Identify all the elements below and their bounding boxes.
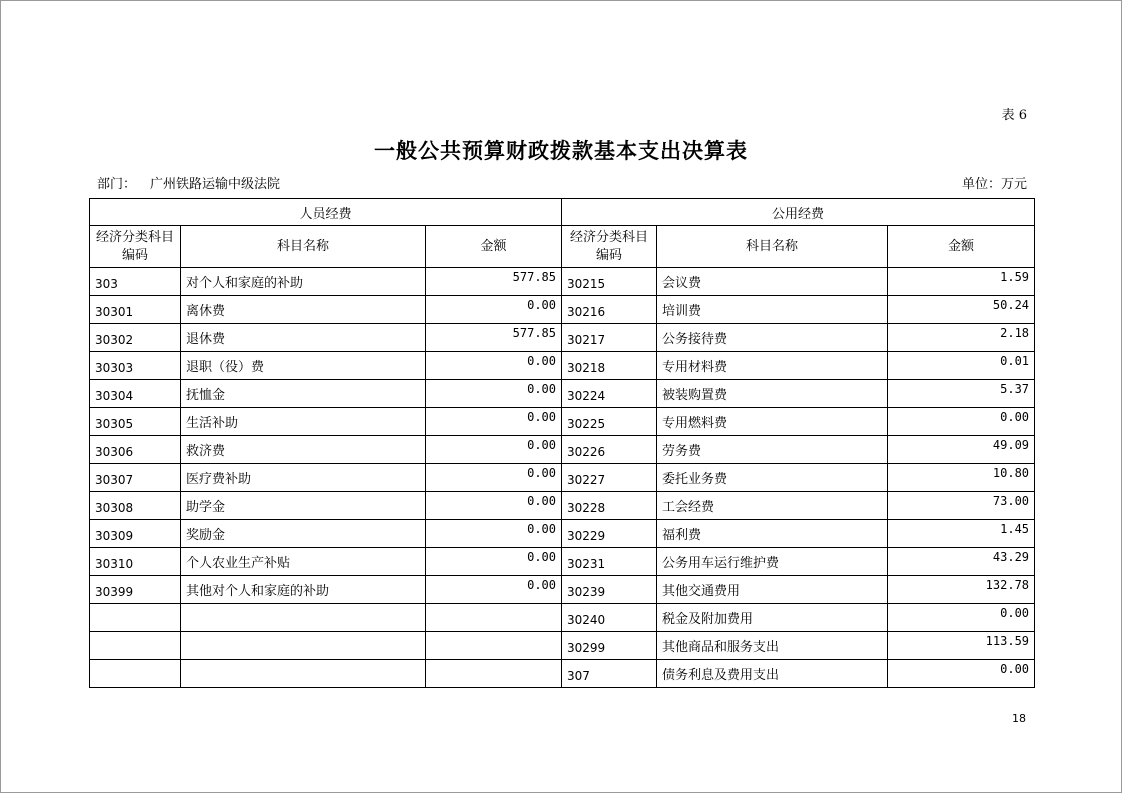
- table-row: [90, 324, 1035, 352]
- right-code-cell: 30231: [562, 548, 657, 576]
- left-amount-cell: 0.00: [426, 380, 562, 408]
- left-name-cell: 生活补助: [181, 408, 426, 436]
- right-name-cell: 被装购置费: [657, 380, 888, 408]
- right-name-cell: 专用燃料费: [657, 408, 888, 436]
- right-amount-cell: 0.01: [888, 352, 1035, 380]
- col-header-amount-left: 金额: [426, 226, 562, 268]
- left-amount-cell: 0.00: [426, 548, 562, 576]
- left-amount-cell: 0.00: [426, 296, 562, 324]
- left-amount-cell: 577.85: [426, 324, 562, 352]
- right-amount-cell: 2.18: [888, 324, 1035, 352]
- right-amount-cell: 132.78: [888, 576, 1035, 604]
- left-name-cell: 奖励金: [181, 520, 426, 548]
- table-row: [90, 548, 1035, 576]
- page-title: 一般公共预算财政拨款基本支出决算表: [374, 138, 748, 163]
- right-amount-cell: 0.00: [888, 660, 1035, 688]
- table-number: 表 6: [1001, 108, 1027, 123]
- left-name-cell: [181, 660, 426, 688]
- left-name-cell: 其他对个人和家庭的补助: [181, 576, 426, 604]
- right-amount-cell: 10.80: [888, 464, 1035, 492]
- right-amount-cell: 43.29: [888, 548, 1035, 576]
- left-amount-cell: 0.00: [426, 352, 562, 380]
- left-name-cell: 退休费: [181, 324, 426, 352]
- right-name-cell: 债务利息及费用支出: [657, 660, 888, 688]
- left-code-cell: 30302: [90, 324, 181, 352]
- left-amount-cell: 0.00: [426, 436, 562, 464]
- right-code-cell: 30239: [562, 576, 657, 604]
- table-row: [90, 520, 1035, 548]
- left-code-cell: 30303: [90, 352, 181, 380]
- col-header-name-left: 科目名称: [181, 226, 426, 268]
- budget-table: [89, 198, 1035, 688]
- table-row: [90, 464, 1035, 492]
- right-code-cell: 30225: [562, 408, 657, 436]
- right-name-cell: 其他交通费用: [657, 576, 888, 604]
- right-amount-cell: 113.59: [888, 632, 1035, 660]
- table-row: [90, 492, 1035, 520]
- left-amount-cell: 0.00: [426, 520, 562, 548]
- left-code-cell: 30304: [90, 380, 181, 408]
- right-amount-cell: 0.00: [888, 604, 1035, 632]
- table-row: [90, 296, 1035, 324]
- table-row: [90, 632, 1035, 660]
- table-row: [90, 268, 1035, 296]
- group-header-row: [90, 199, 1035, 226]
- right-code-cell: 30215: [562, 268, 657, 296]
- table-row: [90, 576, 1035, 604]
- left-amount-cell: 0.00: [426, 408, 562, 436]
- right-name-cell: 公务接待费: [657, 324, 888, 352]
- right-amount-cell: 0.00: [888, 408, 1035, 436]
- left-name-cell: 退职（役）费: [181, 352, 426, 380]
- right-code-cell: 30224: [562, 380, 657, 408]
- right-name-cell: 公务用车运行维护费: [657, 548, 888, 576]
- left-code-cell: 30307: [90, 464, 181, 492]
- left-name-cell: 离休费: [181, 296, 426, 324]
- table-row: [90, 408, 1035, 436]
- right-name-cell: 福利费: [657, 520, 888, 548]
- right-code-cell: 30216: [562, 296, 657, 324]
- right-amount-cell: 49.09: [888, 436, 1035, 464]
- table-row: [90, 660, 1035, 688]
- right-name-cell: 专用材料费: [657, 352, 888, 380]
- col-header-amount-right: 金额: [888, 226, 1035, 268]
- left-code-cell: 303: [90, 268, 181, 296]
- right-amount-cell: 50.24: [888, 296, 1035, 324]
- right-code-cell: 30299: [562, 632, 657, 660]
- left-amount-cell: [426, 632, 562, 660]
- left-name-cell: 助学金: [181, 492, 426, 520]
- left-amount-cell: [426, 660, 562, 688]
- right-name-cell: 会议费: [657, 268, 888, 296]
- unit-label: 单位：万元: [961, 177, 1027, 192]
- left-amount-cell: 577.85: [426, 268, 562, 296]
- right-amount-cell: 1.45: [888, 520, 1035, 548]
- left-code-cell: [90, 604, 181, 632]
- department-line: [97, 173, 280, 192]
- right-amount-cell: 73.00: [888, 492, 1035, 520]
- page-number: 18: [1012, 712, 1026, 725]
- left-code-cell: 30305: [90, 408, 181, 436]
- budget-table-body: [90, 268, 1035, 688]
- left-name-cell: 救济费: [181, 436, 426, 464]
- table-row: [90, 352, 1035, 380]
- group-personnel-header: 人员经费: [90, 199, 562, 226]
- left-name-cell: 个人农业生产补贴: [181, 548, 426, 576]
- group-public-header: 公用经费: [562, 199, 1035, 226]
- col-header-code-right: 经济分类科目编码: [562, 226, 657, 268]
- left-code-cell: 30301: [90, 296, 181, 324]
- col-header-name-right: 科目名称: [657, 226, 888, 268]
- left-amount-cell: 0.00: [426, 576, 562, 604]
- left-name-cell: 医疗费补助: [181, 464, 426, 492]
- right-code-cell: 30217: [562, 324, 657, 352]
- left-amount-cell: 0.00: [426, 492, 562, 520]
- table-row: [90, 436, 1035, 464]
- left-code-cell: 30399: [90, 576, 181, 604]
- left-code-cell: 30308: [90, 492, 181, 520]
- right-code-cell: 30227: [562, 464, 657, 492]
- right-name-cell: 工会经费: [657, 492, 888, 520]
- col-header-code-left: 经济分类科目编码: [90, 226, 181, 268]
- right-code-cell: 30240: [562, 604, 657, 632]
- right-code-cell: 307: [562, 660, 657, 688]
- right-name-cell: 税金及附加费用: [657, 604, 888, 632]
- left-code-cell: 30310: [90, 548, 181, 576]
- left-code-cell: 30309: [90, 520, 181, 548]
- left-name-cell: [181, 632, 426, 660]
- right-code-cell: 30228: [562, 492, 657, 520]
- department-label: 部门：: [97, 177, 137, 192]
- left-code-cell: [90, 660, 181, 688]
- left-amount-cell: 0.00: [426, 464, 562, 492]
- left-name-cell: [181, 604, 426, 632]
- left-code-cell: 30306: [90, 436, 181, 464]
- right-name-cell: 劳务费: [657, 436, 888, 464]
- left-name-cell: 抚恤金: [181, 380, 426, 408]
- right-name-cell: 委托业务费: [657, 464, 888, 492]
- right-code-cell: 30218: [562, 352, 657, 380]
- left-code-cell: [90, 632, 181, 660]
- department-name: 广州铁路运输中级法院: [150, 177, 281, 192]
- right-name-cell: 其他商品和服务支出: [657, 632, 888, 660]
- table-row: [90, 604, 1035, 632]
- column-header-row: [90, 226, 1035, 268]
- right-amount-cell: 1.59: [888, 268, 1035, 296]
- left-name-cell: 对个人和家庭的补助: [181, 268, 426, 296]
- right-name-cell: 培训费: [657, 296, 888, 324]
- right-code-cell: 30229: [562, 520, 657, 548]
- right-amount-cell: 5.37: [888, 380, 1035, 408]
- right-code-cell: 30226: [562, 436, 657, 464]
- table-row: [90, 380, 1035, 408]
- left-amount-cell: [426, 604, 562, 632]
